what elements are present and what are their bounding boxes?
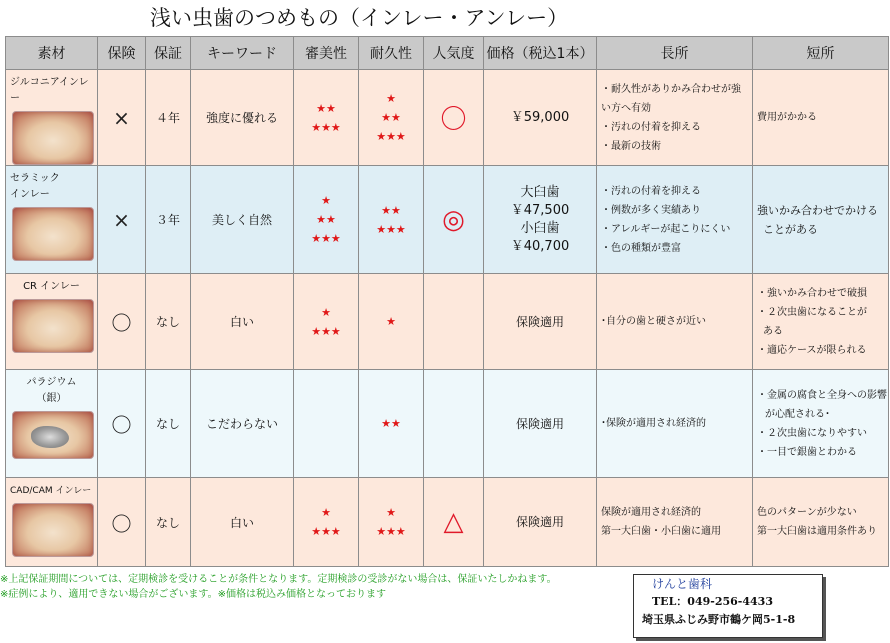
warranty-cell: なし: [146, 274, 191, 370]
price-cell: [484, 166, 597, 274]
price-cell: [484, 70, 597, 166]
insurance-cell: ×: [98, 166, 146, 274]
star-line: ★★★: [311, 324, 341, 338]
star-line: ★: [321, 194, 331, 207]
star-line: ★★: [316, 101, 336, 115]
cons-line: ・金属の腐食と全身への影響: [757, 389, 887, 401]
price-cell: [484, 274, 597, 370]
tooth-image: [12, 299, 94, 353]
header-insurance: 保険: [98, 37, 146, 70]
price-line: ￥40,700: [510, 238, 570, 254]
header-row: [6, 37, 889, 70]
cons-cell: [753, 166, 889, 274]
cons-line: 強いかみ合わせでかける: [757, 203, 878, 217]
star-line: ★★: [381, 417, 401, 430]
cons-line: ことがある: [763, 222, 818, 236]
pros-line: ・例数が多く実績あり: [601, 204, 701, 216]
cons-line: 第一大臼歯は適用条件あり: [757, 526, 877, 537]
material-name: パラジウム （銀）: [26, 377, 77, 404]
table-row: [6, 70, 889, 166]
header-durability: 耐久性: [359, 37, 424, 70]
star-line: ★★: [381, 203, 401, 217]
material-name: CAD/CAM インレー: [10, 486, 92, 496]
warranty-cell: ４年: [146, 70, 191, 166]
price-line: 大臼歯: [520, 184, 560, 200]
pros-line: 第一大臼歯・小臼歯に適用: [601, 526, 721, 537]
header-popularity: 人気度: [424, 37, 484, 70]
tooth-image: [12, 111, 94, 165]
keyword-cell: 強度に優れる: [191, 70, 294, 166]
star-line: ★★★: [376, 222, 406, 236]
cons-line: が心配される･: [765, 408, 830, 420]
price-line: 小臼歯: [520, 220, 560, 236]
material-name: ジルコニアインレー: [10, 77, 89, 104]
price-line: ￥59,000: [510, 109, 570, 125]
warranty-cell: ３年: [146, 166, 191, 274]
price-line: ￥47,500: [510, 202, 570, 218]
cons-cell: [753, 274, 889, 370]
header-aesthetic: 審美性: [294, 37, 359, 70]
star-line: ★: [321, 506, 331, 519]
cons-line: ある: [763, 325, 783, 337]
durability-stars: [359, 70, 424, 166]
material-cell: [6, 478, 98, 567]
footnote: ※症例により、適用できない場合がございます。※価格は税込み価格となっております: [0, 589, 386, 600]
cons-cell: [753, 70, 889, 166]
star-line: ★★: [381, 111, 401, 124]
table-row: [6, 166, 889, 274]
durability-stars: [359, 370, 424, 478]
aesthetic-stars: [294, 166, 359, 274]
star-line: ★★: [316, 213, 336, 226]
durability-stars: [359, 478, 424, 567]
cons-cell: [753, 370, 889, 478]
star-line: ★: [321, 305, 331, 319]
popularity-cell: ◎: [424, 166, 484, 274]
star-line: ★: [386, 315, 396, 328]
star-line: ★★★: [376, 525, 406, 538]
insurance-cell: 〇: [98, 274, 146, 370]
aesthetic-stars: [294, 478, 359, 567]
cons-line: 色のパターンが少ない: [757, 507, 857, 518]
header-material: 素材: [6, 37, 98, 70]
tooth-image: [12, 411, 94, 459]
table-row: [6, 370, 889, 478]
header-price: 価格（税込1本）: [484, 37, 597, 70]
aesthetic-stars: [294, 70, 359, 166]
pros-line: ・色の種類が豊富: [601, 242, 681, 254]
insurance-cell: ×: [98, 70, 146, 166]
table-row: [6, 478, 889, 567]
star-line: ★: [386, 506, 396, 519]
durability-stars: [359, 166, 424, 274]
footnote: ※上記保証期間については、定期検診を受けることが条件となります。定期検診の受診がない場合は、保証いたしかねます。: [0, 574, 557, 585]
price-cell: [484, 478, 597, 567]
clinic-tel: TEL：049-256-4433: [652, 595, 773, 608]
keyword-cell: 美しく自然: [191, 166, 294, 274]
keyword-cell: 白い: [191, 478, 294, 567]
material-cell: [6, 370, 98, 478]
pros-line: ・汚れの付着を抑える: [601, 121, 701, 133]
pros-line: ･保険が適用され経済的: [601, 418, 706, 429]
tooth-image: [12, 503, 94, 557]
pros-line: ・耐久性がありかみ合わせが強: [601, 83, 741, 95]
tooth-image: [12, 207, 94, 261]
pros-line: ・アレルギーが起こりにくい: [601, 223, 731, 235]
cons-line: ・強いかみ合わせで破損: [757, 287, 867, 299]
material-cell: [6, 70, 98, 166]
star-line: ★★★: [376, 130, 406, 143]
cons-line: ・２次虫歯になることが: [757, 306, 867, 318]
keyword-cell: 白い: [191, 274, 294, 370]
material-cell: [6, 274, 98, 370]
clinic-address: 埼玉県ふじみ野市鶴ケ岡5-1-8: [642, 613, 796, 626]
star-line: ★★★: [311, 232, 341, 245]
popularity-cell: [424, 370, 484, 478]
pros-line: 保険が適用され経済的: [601, 507, 701, 518]
popularity-cell: 〇: [424, 70, 484, 166]
price-cell: [484, 370, 597, 478]
cons-cell: [753, 478, 889, 567]
pros-cell: [597, 166, 753, 274]
header-keyword: キーワード: [191, 37, 294, 70]
clinic-info-box: [633, 574, 823, 638]
star-line: ★: [386, 92, 396, 105]
pros-line: ・汚れの付着を抑える: [601, 185, 701, 197]
pros-cell: [597, 478, 753, 567]
pros-cell: [597, 370, 753, 478]
header-pros: 長所: [597, 37, 753, 70]
insurance-cell: 〇: [98, 478, 146, 567]
price-line: 保険適用: [515, 416, 564, 431]
cons-line: ・２次虫歯になりやすい: [757, 427, 867, 439]
durability-stars: [359, 274, 424, 370]
insurance-cell: 〇: [98, 370, 146, 478]
price-line: 保険適用: [515, 314, 564, 329]
cons-line: ・一目で銀歯とわかる: [757, 446, 857, 458]
clinic-name: けんと歯科: [652, 577, 713, 591]
popularity-cell: [424, 274, 484, 370]
material-cell: [6, 166, 98, 274]
aesthetic-stars: [294, 370, 359, 478]
page-title: 浅い虫歯のつめもの（インレー・アンレー）: [150, 6, 569, 30]
cons-line: 費用がかかる: [757, 112, 817, 123]
pros-line: ･自分の歯と硬さが近い: [601, 316, 706, 327]
pros-line: い方へ有効: [601, 102, 651, 114]
pros-cell: [597, 70, 753, 166]
warranty-cell: なし: [146, 370, 191, 478]
cons-line: ・適応ケースが限られる: [757, 344, 867, 356]
pros-cell: [597, 274, 753, 370]
warranty-cell: なし: [146, 478, 191, 567]
table-row: [6, 274, 889, 370]
aesthetic-stars: [294, 274, 359, 370]
keyword-cell: こだわらない: [191, 370, 294, 478]
material-name: セラミック インレー: [10, 173, 60, 200]
comparison-table: [5, 36, 889, 567]
header-warranty: 保証: [146, 37, 191, 70]
star-line: ★★★: [311, 120, 341, 134]
header-cons: 短所: [753, 37, 889, 70]
material-name: CR インレー: [23, 281, 80, 292]
popularity-cell: △: [424, 478, 484, 567]
price-line: 保険適用: [515, 515, 564, 529]
star-line: ★★★: [311, 525, 341, 538]
pros-line: ・最新の技術: [601, 140, 661, 152]
